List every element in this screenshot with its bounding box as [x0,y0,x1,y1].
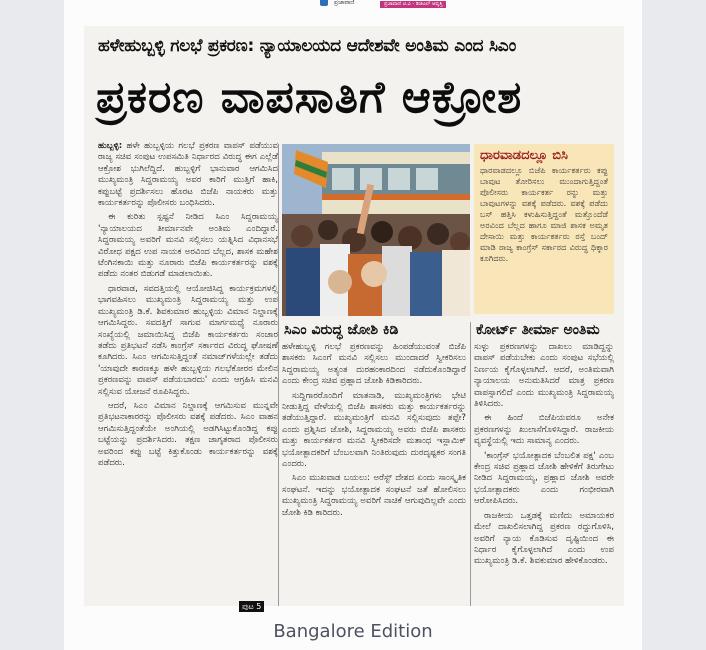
article-kicker: ಹಳೇಹುಬ್ಬಳ್ಳಿ ಗಲಭೆ ಪ್ರಕರಣ: ನ್ಯಾಯಾಲಯದ ಆದೇಶವೇ ಅಂತಿಮ ಎಂದ ಸಿಎಂ [98,36,517,56]
paragraph: ಆದರೆ, ಸಿಎಂ ವಿಮಾನ ನಿಲ್ದಾಣಕ್ಕೆ ಆಗಮಿಸುವ ಮುನ್ನವೇ ಪ್ರತಿಭಟನಾಕಾರರನ್ನು ಪೊಲೀಸರು ವಶಕ್ಕೆ ಪಡೆದರು. ಸಿಎಂ ವಾಹನ ಆಗಮಿಸುತ್ತಿದ್ದಂತೆಯೇ ಅಂಗಿಯಲ್ಲಿ ಅಡಗಿಸಿಟ್ಟುಕೊಂಡಿದ್ದ ಕಪ್ಪು ಬಟ್ಟೆಯನ್ನು ಪ್ರದರ್ಶಿಸಿದರು. ತಕ್ಷಣ ಜಾಗೃತರಾದ ಪೊಲೀಸರು ಅವರಿಂದ ಕಪ್ಪು ಬಟ್ಟೆ ಕಿತ್ತುಕೊಂಡು ಕಾರ್ಯಕರ್ತರನ್ನು ವಶಕ್ಕೆ ಪಡೆದರು. [98,400,278,468]
paragraph: ಧಾರವಾಡ, ಸವದತ್ತಿಯಲ್ಲಿ ಆಯೋಜಿಸಿದ್ದ ಕಾರ್ಯಕ್ರಮಗಳಲ್ಲಿ ಭಾಗವಹಿಸಲು ಮುಖ್ಯಮಂತ್ರಿ ಸಿದ್ದರಾಮಯ್ಯ ಮತ್ತು ಉಪ ಮುಖ್ಯಮಂತ್ರಿ ಡಿ.ಕೆ. ಶಿವಕುಮಾರ ಹುಬ್ಬಳ್ಳಿಯ ವಿಮಾನ ನಿಲ್ದಾಣಕ್ಕೆ ಆಗಮಿಸಿದ್ದರು. ಸವದತ್ತಿಗೆ ಸಾಗುವ ಮಾರ್ಗಮಧ್ಯೆ ನೂರಾರು ಸಂಖ್ಯೆಯಲ್ಲಿ ಜಮಾಯಿಸಿದ್ದ ಬಿಜೆಪಿ ಕಾರ್ಯಕರ್ತರು ಸಂಚಾರ ತಡೆದು ಪ್ರತಿಭಟನೆ ನಡೆಸಿ ಕಾಂಗ್ರೆಸ್ ಸರ್ಕಾರದ ವಿರುದ್ಧ ಘೋಷಣೆ ಕೂಗಿದರು. ಸಿಎಂ ಆಗಮಿಸುತ್ತಿದ್ದಂತೆ ನಮಾಜ್‌ಗಳೆಯಲ್ಲೇ ತಡೆದು 'ಯಾವುದೇ ಕಾರಣಕ್ಕೂ ಹಳೇ ಹುಬ್ಬಳ್ಳಿಯ ಗಲಭೆಕೋರರ ಮೇಲಿನ ಪ್ರಕರಣವನ್ನು ವಾಪಸ್ ಪಡೆಯಬಾರದು' ಎಂದು ಆಗ್ರಹಿಸಿ ಮನವಿ ಸಲ್ಲಿಸುವ ಯೋಜನೆ ರೂಪಿಸಿದ್ದರು. [98,283,278,397]
paragraph: 'ಕಾಂಗ್ರೆಸ್ ಭಯೋತ್ಪಾದಕ ಬೆಂಬಲಿತ ಪಕ್ಷ' ಎಂಬ ಕೇಂದ್ರ ಸಚಿವ ಪ್ರಹ್ಲಾದ ಜೋಶಿ ಹೇಳಿಕೆಗೆ ತಿರುಗೇಟು ನೀಡಿದ ಸಿದ್ದರಾಮಯ್ಯ, ಪ್ರಹ್ಲಾದ ಜೋಶಿ ಅವರೇ ಭಯೋತ್ಪಾದಕರು ಎಂದು ಗಂಭೀರವಾಗಿ ಆರೋಪಿಸಿದರು. [474,450,614,507]
paragraph: ಹಳೇ ಹುಬ್ಬಳ್ಳಿಯ ಗಲಭೆ ಪ್ರಕರಣ ವಾಪಸ್ ಪಡೆಯುವ ರಾಜ್ಯ ಸಚಿವ ಸಂಪುಟ ಉಪಸಮಿತಿ ನಿರ್ಧಾರದ ವಿರುದ್ಧ ಈಗ ಎಲ್ಲೆಡೆ ಆಕ್ರೋಶ ಭುಗಿಲೆದ್ದಿದೆ. ಹುಬ್ಬಳ್ಳಿಗೆ ಭಾನುವಾರ ಆಗಮಿಸಿದ ಮುಖ್ಯಮಂತ್ರಿ ಸಿದ್ದರಾಮಯ್ಯ ಅವರ ಕಾರಿಗೆ ಮುತ್ತಿಗೆ ಹಾಕಿ, ಕಪ್ಪುಬಟ್ಟೆ ಪ್ರದರ್ಶಿಸಲು ಹೊರಟ ಬಿಜೆಪಿ ನಾಯಕರು ಮತ್ತು ಕಾರ್ಯಕರ್ತರನ್ನು ಪೊಲೀಸರು ಬಂಧಿಸಿದರು. [98,141,278,209]
dateline: ಹುಬ್ಬಳ್ಳಿ: [98,141,123,151]
article-column-3 [474,342,614,608]
protest-photo-illustration [282,144,470,316]
paragraph: ಈ ಹಿಂದೆ ಬಿಜೆಪಿಯವರೂ ಅನೇಕ ಪ್ರಕರಣಗಳನ್ನು ಖುಲಾಸೆಗೊಳಿಸಿದ್ದಾರೆ. ರಾಜಕೀಯ ವ್ಯವಸ್ಥೆಯಲ್ಲಿ ಇದು ಸಾಮಾನ್ಯ ಎಂದರು. [474,413,614,447]
masthead-strip [304,0,474,10]
paragraph: ಸುದ್ದಿಗಾರರೊಂದಿಗೆ ಮಾತನಾಡಿ, ಮುಖ್ಯಮಂತ್ರಿಗಳು ಭೇಟಿ ನೀಡುತ್ತಿದ್ದ ವೇಳೆಯಲ್ಲಿ ಬಿಜೆಪಿ ಶಾಸಕರು ಮತ್ತು ಕಾರ್ಯಕರ್ತರನ್ನು ತಡೆಯುತ್ತಿದ್ದಾರೆ. ಮುಖ್ಯಮಂತ್ರಿಗೆ ಮನವಿ ಸಲ್ಲಿಸುವುದು ತಪ್ಪೇ? ಎಂದು ಪ್ರಶ್ನಿಸಿದ ಜೋಶಿ, ಸಿದ್ದರಾಮಯ್ಯ ಅವರು ಬಿಜೆಪಿ ಶಾಸಕರು ಮತ್ತು ಕಾರ್ಯಕರ್ತರ ಮನವಿ ಸ್ವೀಕರಿಸದೇ ಮತಾಂಧ ಇಸ್ಲಾಮಿಕ್ ಭಯೋತ್ಪಾದಕರಿಗೆ ಬೆಂಬಲವಾಗಿ ನಿಂತಿರುವುದು ದುರದೃಷ್ಟಕರ ಸಂಗತಿ ಎಂದರು. [282,390,466,470]
article-column-2 [282,342,466,608]
article-headline: ಪ್ರಕರಣ ವಾಪಸಾತಿಗೆ ಆಕ್ರೋಶ [96,72,523,123]
subhead-court: ಕೋರ್ಟ್ ತೀರ್ಮಾ ಅಂತಿಮ [476,322,600,338]
sidebar-box-dharwad [474,144,614,314]
paragraph: ಹಳೇಹುಬ್ಬಳ್ಳಿ ಗಲಭೆ ಪ್ರಕರಣವನ್ನು ಹಿಂಪಡೆಯುವಂತೆ ಬಿಜೆಪಿ ಶಾಸಕರು ಸಿಎಂಗೆ ಮನವಿ ಸಲ್ಲಿಸಲು ಮುಂದಾದರೆ ಸ್ವೀಕರಿಸಲು ಸಿದ್ದರಾಮಯ್ಯ ಅತ್ಯಂತ ದುರಹಂಕಾರದಿಂದ ನಡೆದುಕೊಂಡಿದ್ದಾರೆ ಎಂದು ಕೇಂದ್ರ ಸಚಿವ ಪ್ರಹ್ಲಾದ ಜೋಶಿ ಕಿಡಿಕಾರಿದರು. [282,342,466,387]
protest-photo [282,144,470,316]
column-divider [470,322,471,606]
paragraph: ರಾಜಕೀಯ ಒತ್ತಡಕ್ಕೆ ಮಣಿದು ಅಮಾಯಕರ ಮೇಲೆ ದಾಖಲಿಸಲಾಗಿದ್ದ ಪ್ರಕರಣ ರದ್ದುಗೊಳಿಸಿ, ಅವರಿಗೆ ನ್ಯಾಯ ಕೊಡಿಸುವ ದೃಷ್ಟಿಯಿಂದ ಈ ನಿರ್ಧಾರ ಕೈಗೊಳ್ಳಲಾಗಿದೆ ಎಂದು ಉಪ ಮುಖ್ಯಮಂತ್ರಿ ಡಿ.ಕೆ. ಶಿವಕುಮಾರ ಹೇಳಿಕೊಂಡರು. [474,510,614,567]
newspaper-clipping [84,0,624,611]
sidebar-box-text: ಧಾರವಾಡದಲ್ಲೂ ಬಿಜೆಪಿ ಕಾರ್ಯಕರ್ತರು ಕಪ್ಪು ಬಾವುಟ ತೋರಿಸಲು ಮುಂದಾಗುತ್ತಿದ್ದಂತೆ ಪೊಲೀಸರು ಕಾರ್ಯಕರ್ತ ರನ್ನು ಮತ್ತು ಬಾವುಟಗಳನ್ನು ವಶಕ್ಕೆ ಪಡೆದರು. ವಶಕ್ಕೆ ಪಡೆದು ಬಸ್ ಹತ್ತಿಸಿ ಕಳುಹಿಸುತ್ತಿದ್ದಂತೆ ಮತ್ತೊಂದೆಡೆ ಅರವಿಂದ ಬೆಲ್ಲದ ಹಾಗೂ ಮಾಜಿ ಶಾಸಕ ಅಮೃತ ದೇಸಾಯಿ ಮತ್ತು ಕಾರ್ಯಕರ್ತರು ರಸ್ತೆ ಬಂದ್ ಮಾಡಿ ರಾಜ್ಯ ಕಾಂಗ್ರೆಸ್ ಸರ್ಕಾರದ ವಿರುದ್ಧ ಧಿಕ್ಕಾರ ಕೂಗಿದರು. [480,165,608,263]
paragraph: ಸಿಎಂ ಮುಖವಾಡ ಬಯಲು: ಅರೆಸ್ಟ್ ದೇಶದ ಏಂದು ಸಾಂಸ್ಕೃತಿಕ ಸಂಘಟನೆ. ಇದನ್ನು ಭಯೋತ್ಪಾದಕ ಸಂಘಟನೆ ಜತೆ ಹೋಲಿಸಲು ಮುಖ್ಯಮಂತ್ರಿ ಸಿದ್ದರಾಮಯ್ಯ ಅವರಿಗೆ ನಾಚಿಕೆ ಆಗುವುದಿಲ್ಲವೇ ಎಂದು ಜೋಶಿ ಕಿಡಿ ಕಾರಿದರು. [282,473,466,518]
brand-logo-icon [320,0,328,6]
sidebar-box-title: ಧಾರವಾಡದಲ್ಲೂ ಬಿಸಿ [480,148,568,163]
continued-page-tag: ಪುಟ 5 [239,601,264,612]
masthead-tagline: ಪ್ರಜಾವಾಣಿ ಟಿ.ವಿ - ಡಿಜಿಟಲ್ ಆವೃತ್ತಿ [380,1,446,8]
column-divider [278,144,279,606]
paragraph: ಸುಳ್ಳು ಪ್ರಕರಣಗಳನ್ನು ದಾಖಲು ಮಾಡಿದ್ದನ್ನು ವಾಪಸ್ ಪಡೆಯಬೇಕು ಎಂದು ಸಂಪುಟ ಸಭೆಯಲ್ಲಿ ನಿರ್ಣಯ ಕೈಗೊಳ್ಳಲಾಗಿದೆ. ಆದರೆ, ಅಂತಿಮವಾಗಿ ನ್ಯಾಯಾಲಯ ಅನುಮತಿಸಿದರೆ ಮಾತ್ರ ಪ್ರಕರಣ ವಾಪಸ್ಸಾಗಲಿದೆ ಎಂದು ಮುಖ್ಯಮಂತ್ರಿ ಸಿದ್ದರಾಮಯ್ಯ ತಿಳಿಸಿದರು. [474,342,614,410]
brand-name: ಪ್ರಜಾವಾಣಿ [334,0,355,6]
paragraph: ಈ ಕುರಿತು ಸ್ಪಷ್ಟನೆ ನೀಡಿದ ಸಿಎಂ ಸಿದ್ದರಾಮಯ್ಯ 'ನ್ಯಾಯಾಲಯದ ತೀರ್ಮಾನವೇ ಅಂತಿಮ ಎಂದಿದ್ದಾರೆ. ಸಿದ್ದರಾಮಯ್ಯ ಅವರಿಗೆ ಮನವಿ ಸಲ್ಲಿಸಲು ಯತ್ನಿಸಿದ ವಿಧಾನಸಭೆ ವಿರೋಧ ಪಕ್ಷದ ಉಪ ನಾಯಕ ಅರವಿಂದ ಬೆಲ್ಲದ, ಶಾಸಕ ಮಹೇಶ ಟೆಂಗಿನಕಾಯಿ ಮತ್ತು ನೂರಾರು ಬಿಜೆಪಿ ಕಾರ್ಯಕರ್ತರನ್ನು ವಶಕ್ಕೆ ಪಡೆದು ನಂತರ ಬಿಡುಗಡೆ ಮಾಡಲಾಯಿತು. [98,212,278,280]
subhead-joshi: ಸಿಎಂ ವಿರುದ್ಧ ಜೋಶಿ ಕಿಡಿ [284,322,399,338]
edition-caption: Bangalore Edition [273,621,433,642]
article-column-1 [98,141,278,611]
